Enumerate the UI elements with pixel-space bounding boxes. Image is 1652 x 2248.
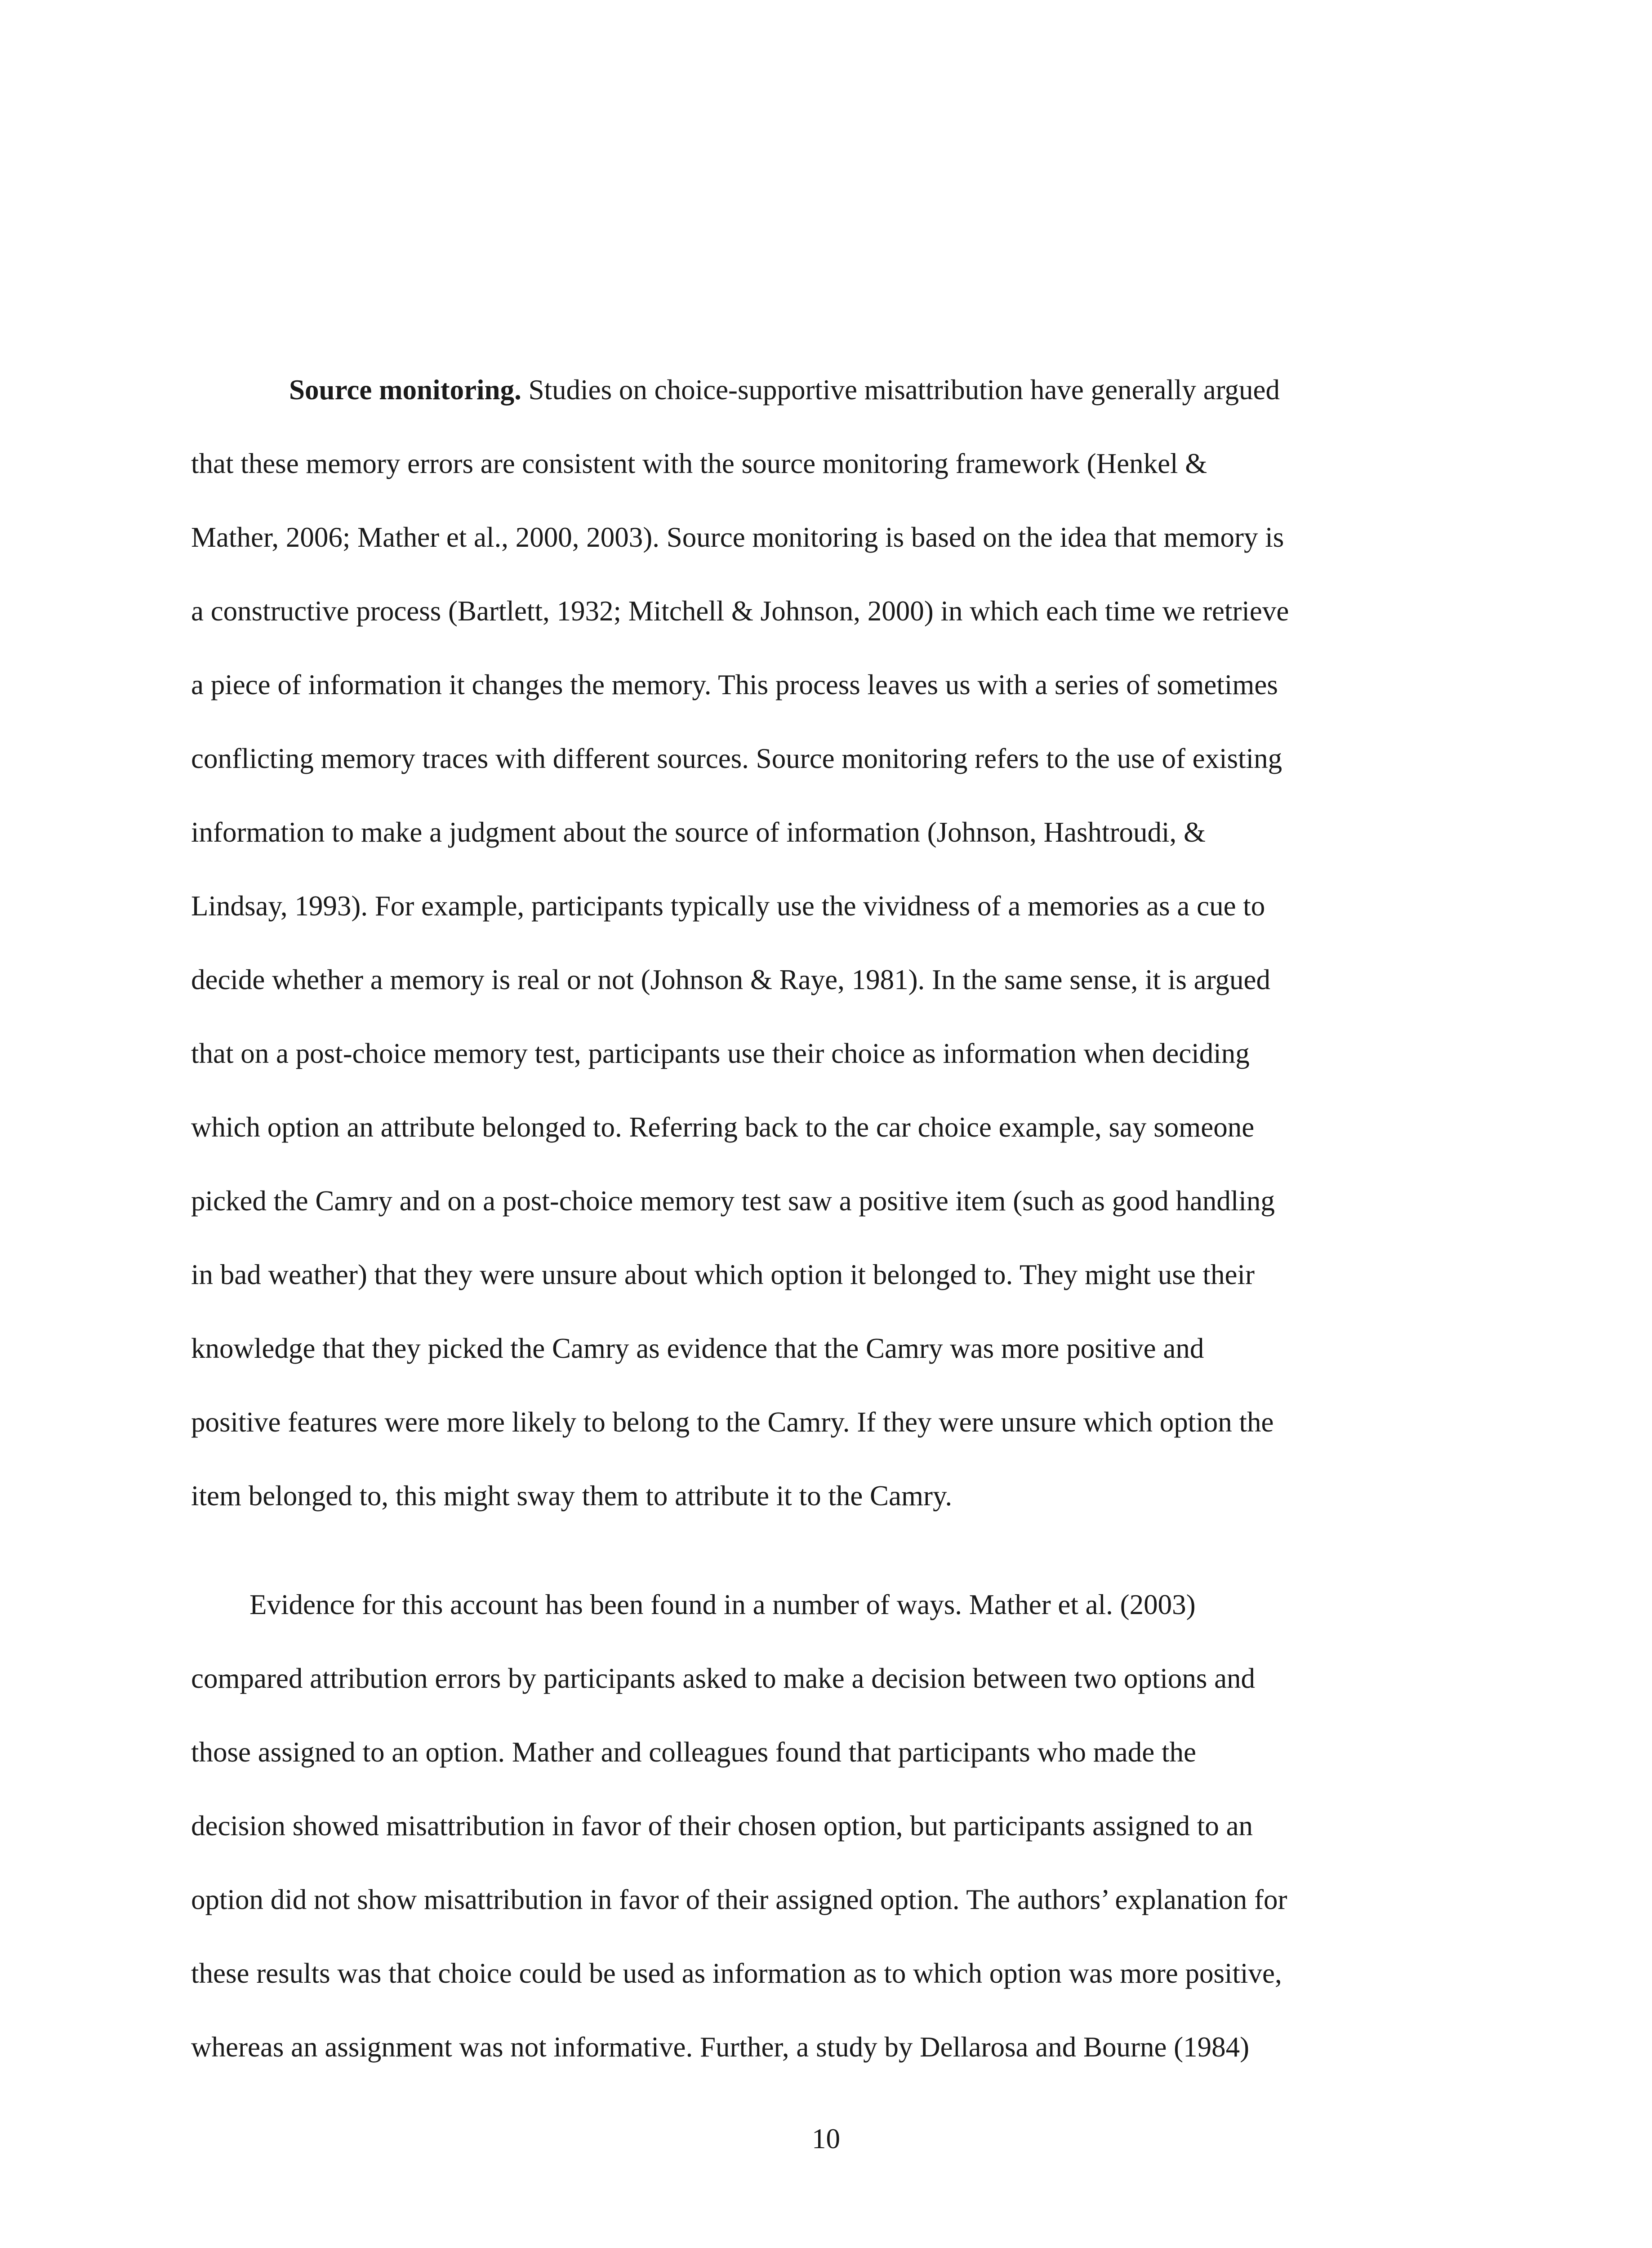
text-line: in bad weather) that they were unsure about which option it belonged to. They might use their [191, 1259, 1255, 1290]
text-line: those assigned to an option. Mather and colleagues found that participants who made the [191, 1736, 1196, 1768]
text-line: knowledge that they picked the Camry as evidence that the Camry was more positive and [191, 1333, 1204, 1364]
page-number: 10 [812, 2123, 840, 2154]
text-line [191, 353, 1445, 427]
text-line: which option an attribute belonged to. Referring back to the car choice example, say someone [191, 1111, 1255, 1143]
text-line: conflicting memory traces with different sources. Source monitoring refers to the use of existing [191, 743, 1282, 774]
text-line: Mather, 2006; Mather et al., 2000, 2003). Source monitoring is based on the idea that memory is [191, 522, 1284, 553]
paragraph-evidence [191, 1568, 1445, 2084]
text-line: Lindsay, 1993). For example, participants typically use the vividness of a memories as a cue to [191, 890, 1265, 922]
text-line: that these memory errors are consistent with the source monitoring framework (Henkel & [191, 448, 1207, 479]
text-line: decide whether a memory is real or not (Johnson & Raye, 1981). In the same sense, it is argued [191, 964, 1270, 995]
text-line: that on a post-choice memory test, participants use their choice as information when deciding [191, 1038, 1250, 1069]
paragraph-spacer [191, 1533, 1445, 1568]
section-heading: Source monitoring. [289, 374, 521, 406]
text-line: these results was that choice could be used as information as to which option was more positive, [191, 1958, 1282, 1989]
text-line: compared attribution errors by participants asked to make a decision between two options and [191, 1663, 1256, 1694]
text-line: decision showed misattribution in favor of their chosen option, but participants assigned to an [191, 1810, 1253, 1842]
text-line: positive features were more likely to belong to the Camry. If they were unsure which option the [191, 1406, 1274, 1438]
text-line-content: Studies on choice-supportive misattribution have generally argued [528, 374, 1280, 406]
text-line: whereas an assignment was not informative. Further, a study by Dellarosa and Bourne (1984) [191, 2031, 1250, 2063]
text-line: picked the Camry and on a post-choice memory test saw a positive item (such as good handling [191, 1185, 1275, 1217]
text-line: a constructive process (Bartlett, 1932; Mitchell & Johnson, 2000) in which each time we retrieve [191, 595, 1289, 627]
text-line: option did not show misattribution in favor of their assigned option. The authors’ explanation for [191, 1884, 1287, 1915]
paragraph-source-monitoring [191, 353, 1445, 1533]
body-text [191, 353, 1445, 2084]
text-line: Evidence for this account has been found in a number of ways. Mather et al. (2003) [249, 1589, 1196, 1620]
text-line: item belonged to, this might sway them to attribute it to the Camry. [191, 1480, 953, 1512]
text-line: a piece of information it changes the memory. This process leaves us with a series of sometimes [191, 669, 1278, 700]
text-line: information to make a judgment about the source of information (Johnson, Hashtroudi, & [191, 816, 1206, 848]
